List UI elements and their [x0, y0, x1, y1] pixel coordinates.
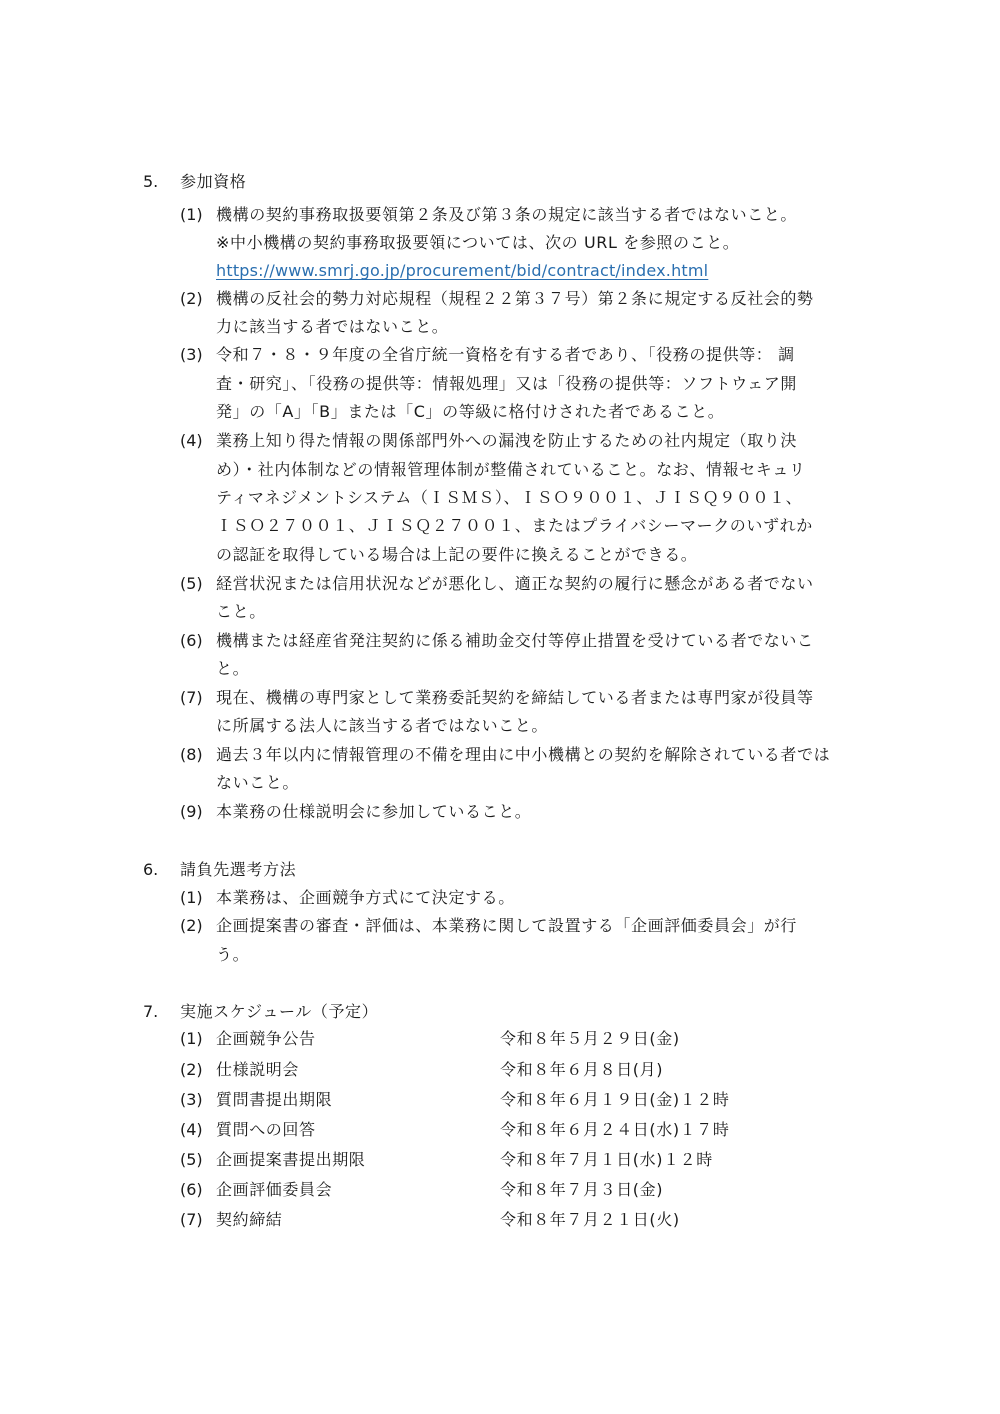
section-6-number: 6. [143, 860, 159, 879]
schedule-label: 企画評価委員会 [216, 1180, 333, 1199]
item-number: (6) [180, 631, 203, 650]
schedule-label: 企画競争公告 [216, 1029, 316, 1048]
schedule-date: 令和８年７月３日(金) [500, 1180, 664, 1199]
schedule-number: (3) [180, 1090, 203, 1109]
item-text-line: ティマネジメントシステム（ＩＳＭＳ）、ＩＳＯ９００１、ＪＩＳＱ９００１、 [216, 488, 803, 507]
section-5-title: 参加資格 [180, 172, 247, 191]
item-text-line: 経営状況または信用状況などが悪化し、適正な契約の履行に懸念がある者でない [216, 574, 814, 593]
item-text-line: 機構の反社会的勢力対応規程（規程２２第３７号）第２条に規定する反社会的勢 [216, 289, 814, 308]
item-number: (2) [180, 916, 203, 935]
schedule-date: 令和８年７月２１日(火) [500, 1210, 680, 1229]
schedule-label: 契約締結 [216, 1210, 283, 1229]
item-text-line: ないこと。 [216, 773, 300, 792]
item-number: (5) [180, 574, 203, 593]
schedule-date: 令和８年６月１９日(金)１２時 [500, 1090, 730, 1109]
item-text-line: と。 [216, 659, 250, 678]
schedule-number: (5) [180, 1150, 203, 1169]
item-text-line: に所属する法人に該当する者ではないこと。 [216, 716, 549, 735]
schedule-date: 令和８年５月２９日(金) [500, 1029, 680, 1048]
item-number: (3) [180, 345, 203, 364]
item-text-line: う。 [216, 945, 250, 964]
item-text-line: 令和７・８・９年度の全省庁統一資格を有する者であり、「役務の提供等： 調 [216, 345, 795, 364]
item-number: (4) [180, 431, 203, 450]
schedule-date: 令和８年７月１日(水)１２時 [500, 1150, 713, 1169]
item-text-line: 機構の契約事務取扱要領第２条及び第３条の規定に該当する者ではないこと。 [216, 205, 798, 224]
schedule-label: 質問への回答 [216, 1120, 316, 1139]
schedule-number: (4) [180, 1120, 203, 1139]
schedule-number: (7) [180, 1210, 203, 1229]
section-6-title: 請負先選考方法 [180, 860, 297, 879]
item-number: (9) [180, 802, 203, 821]
item-text-line: め）・社内体制などの情報管理体制が整備されていること。なお、情報セキュリ [216, 460, 806, 479]
item-text-line: の認証を取得している場合は上記の要件に換えることができる。 [216, 545, 698, 564]
item-text-line: こと。 [216, 602, 266, 621]
schedule-number: (1) [180, 1029, 203, 1048]
contract-url-link[interactable]: https://www.smrj.go.jp/procurement/bid/contract/index.html [216, 261, 709, 280]
schedule-label: 仕様説明会 [216, 1060, 300, 1079]
schedule-date: 令和８年６月２４日(水)１７時 [500, 1120, 730, 1139]
item-text-line: 現在、機構の専門家として業務委託契約を締結している者または専門家が役員等 [216, 688, 814, 707]
item-text-line: 過去３年以内に情報管理の不備を理由に中小機構との契約を解除されている者では [216, 745, 831, 764]
schedule-number: (6) [180, 1180, 203, 1199]
schedule-label: 質問書提出期限 [216, 1090, 333, 1109]
item-text-line: ※中小機構の契約事務取扱要領については、次の URL を参照のこと。 [216, 233, 740, 252]
item-text-line: 発」の「A」「B」または「C」の等級に格付けされた者であること。 [216, 402, 725, 421]
section-7-title: 実施スケジュール（予定） [180, 1002, 379, 1021]
item-text-line: ＩＳＯ２７００１、ＪＩＳＱ２７００１、またはプライバシーマークのいずれか [216, 516, 813, 535]
item-number: (8) [180, 745, 203, 764]
schedule-date: 令和８年６月８日(月) [500, 1060, 664, 1079]
item-text-line: 査・研究」、「役務の提供等：情報処理」又は「役務の提供等：ソフトウェア開 [216, 374, 797, 393]
section-7-number: 7. [143, 1002, 159, 1021]
item-text-line: 機構または経産省発注契約に係る補助金交付等停止措置を受けている者でないこ [216, 631, 814, 650]
item-number: (1) [180, 205, 203, 224]
section-5-number: 5. [143, 172, 159, 191]
item-number: (1) [180, 888, 203, 907]
item-text-line: 業務上知り得た情報の関係部門外への漏洩を防止するための社内規定（取り決 [216, 431, 798, 450]
schedule-number: (2) [180, 1060, 203, 1079]
item-text-line: 力に該当する者ではないこと。 [216, 317, 449, 336]
item-number: (2) [180, 289, 203, 308]
item-text-line: 本業務の仕様説明会に参加していること。 [216, 802, 532, 821]
item-number: (7) [180, 688, 203, 707]
schedule-label: 企画提案書提出期限 [216, 1150, 366, 1169]
item-text-line: 企画提案書の審査・評価は、本業務に関して設置する「企画評価委員会」が行 [216, 916, 798, 935]
item-text-line: 本業務は、企画競争方式にて決定する。 [216, 888, 515, 907]
